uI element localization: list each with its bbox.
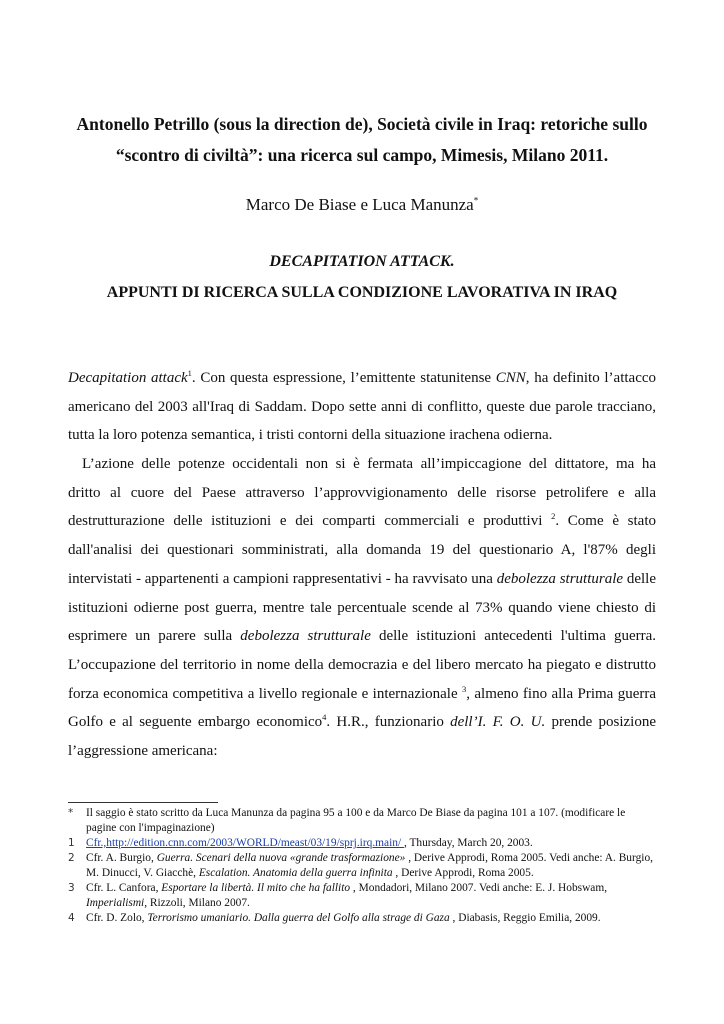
footnote-text: Cfr. A. Burgio, <box>86 852 157 864</box>
footnote-mark: 1 <box>68 837 75 849</box>
italic-term: CNN <box>495 370 526 386</box>
text-run: destrutturazione delle istituzioni e dei comparti commerciali e produttivi <box>68 513 543 530</box>
footnote-text: , Diabasis, Reggio Emilia, 2009. <box>449 912 601 924</box>
footnote-4 <box>68 911 658 926</box>
text-run: Golfo e al seguente embargo economico <box>68 714 323 731</box>
text-run: . Con questa espressione, l’emittente statunitense <box>191 370 492 386</box>
footnote-italic: Escalation. Anatomia della guerra infinita <box>198 867 393 879</box>
authors <box>60 194 664 216</box>
author-names: Marco De Biase e Luca Manunza <box>245 195 474 214</box>
text-run: prende posizione <box>551 714 656 731</box>
body-line: americano del 2003 all'Iraq di Saddam. Dopo sette anni di conflitto, queste due parole tracciano, <box>68 398 656 415</box>
text-run: intervistati - appartenenti a campioni rappresentativi - ha ravvisato una <box>68 570 493 587</box>
footnote-italic: Imperialismi <box>86 897 145 909</box>
body-line <box>68 622 656 651</box>
footnote-mark: 4 <box>68 912 75 924</box>
italic-term: Decapitation attack <box>68 370 188 386</box>
footnote-1 <box>68 836 658 851</box>
footnote-mark: * <box>68 807 74 819</box>
body-line: L’azione delle potenze occidentali non si è fermata all’impiccagione del dittatore, ma ha <box>82 456 656 473</box>
body-line: l’aggressione americana: <box>68 742 218 759</box>
footnote-mark: 2 <box>68 852 75 864</box>
italic-term: debolezza strutturale <box>240 628 371 645</box>
body-line: dall'analisi dei questionari somministrati, alla domanda 19 del questionario A, l'87% degli <box>68 542 656 559</box>
author-footnote-mark: * <box>473 195 479 206</box>
footnote-text: Cfr. L. Canfora, <box>86 882 162 894</box>
footnote-separator <box>68 802 218 803</box>
body-line: L’occupazione del territorio in nome della democrazia e del libero mercato ha piegato e distrutto <box>68 656 656 673</box>
footnote-3 <box>68 881 658 911</box>
footnote-italic: Guerra. Scenari della nuova «grande trasformazione» <box>156 852 406 864</box>
text-run: delle <box>626 570 656 587</box>
footnote-ref: 3 <box>462 683 467 694</box>
cnn-link[interactable]: Cfr.,http://edition.cnn.com/2003/WORLD/meast/03/19/sprj.irq.main/ <box>86 837 404 849</box>
body-line: tutta la loro potenza semantica, i tristi contorni della situazione irachena odierna. <box>68 427 553 444</box>
body-text <box>68 364 656 766</box>
footnote-italic: Terrorismo umaniario. Dalla guerra del Golfo alla strage di Gaza <box>147 912 450 924</box>
footnote-text: , Derive Approdi, Roma 2005. <box>392 867 534 879</box>
footnote-italic: Esportare la libertà. Il mito che ha fallito <box>161 882 351 894</box>
footnote-2 <box>68 851 658 881</box>
footnote-text: , Rizzoli, Milano 2007. <box>144 897 250 909</box>
book-reference-title <box>60 109 664 171</box>
footnote-text: , Mondadori, Milano 2007. Vedi anche: E. J. Hobswam, <box>350 882 608 894</box>
text-run: . H.R., funzionario <box>326 714 444 731</box>
footnote-ref: 2 <box>551 511 556 522</box>
footnote-text: Cfr. D. Zolo, <box>86 912 148 924</box>
title-line-1: Antonello Petrillo (sous la direction de), Società civile in Iraq: retoriche sullo <box>76 114 648 134</box>
footnote-ref: 4 <box>322 712 327 723</box>
footnote-text: , Thursday, March 20, 2003. <box>403 837 533 849</box>
italic-term: dell’I. F. O. U. <box>450 714 546 731</box>
footnote-mark: 3 <box>68 882 75 894</box>
footnote-ref: 1 <box>187 368 192 378</box>
text-run: forza economica competitiva a livello regionale e internazionale <box>68 685 458 702</box>
footnote-text: , Derive Approdi, Roma 2005. Vedi anche: A. Burgio, M. Dinucci, V. Giacchè, <box>86 852 653 879</box>
body-line <box>68 708 656 737</box>
body-line: dritto al cuore del Paese attraverso l’approvvigionamento delle risorse petrolifere e alla <box>68 484 656 501</box>
text-run: delle istituzioni antecedenti l'ultima guerra. <box>378 628 656 645</box>
article-subtitle: APPUNTI DI RICERCA SULLA CONDIZIONE LAVORATIVA IN IRAQ <box>106 284 618 301</box>
body-line <box>68 507 656 536</box>
text-run: . Come è stato <box>555 513 656 530</box>
body-line: istituzioni odierne post guerra, mentre tale percentuale scende al 73% quando viene chiesto di <box>68 599 656 616</box>
italic-term: debolezza strutturale <box>496 570 624 587</box>
footnote-text: Il saggio è stato scritto da Luca Manunza da pagina 95 a 100 e da Marco De Biase da pagina 101 a 107. (modificare le pagine con l'impaginazione) <box>86 807 626 834</box>
body-line <box>68 565 656 594</box>
text-run: , almeno fino alla Prima guerra <box>466 685 656 702</box>
footnotes <box>68 806 658 926</box>
article-title: DECAPITATION ATTACK. <box>269 253 455 270</box>
body-line <box>68 364 656 393</box>
footnote-star <box>68 806 658 836</box>
text-run: , ha definito l’attacco <box>525 370 656 386</box>
body-line <box>68 680 656 709</box>
title-line-2: “scontro di civiltà”: una ricerca sul campo, Mimesis, Milano 2011. <box>115 145 609 165</box>
text-run: esprimere un parere sulla <box>68 628 233 645</box>
